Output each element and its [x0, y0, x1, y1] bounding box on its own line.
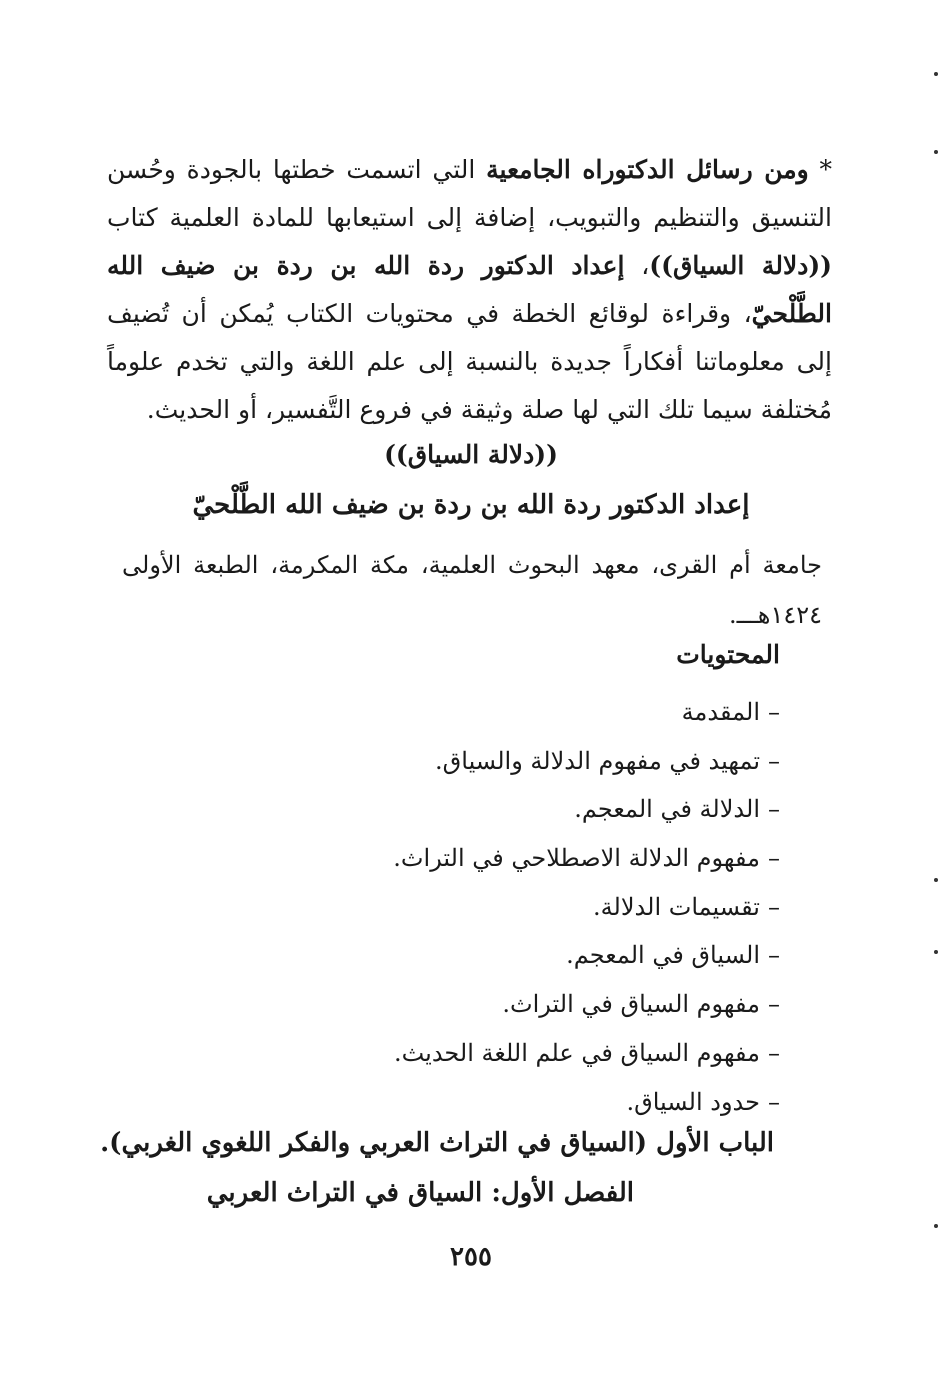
toc-dash: –: [768, 795, 780, 824]
toc-item-label: السياق في المعجم.: [566, 941, 760, 970]
book-title: ((دلالة السياق)): [384, 440, 558, 469]
intro-text-3: ، وقراءة لوقائع الخطة في محتويات الكتاب يُمكن أن تُضيف إلى معلوماتنا أفكاراً جديدة بالنسبة إلى علم اللغة والتي تخدم علوماً مُختلفة سيما تلك التي لها صلة وثيقة في فروع التَّفسير، أو الحديث.: [107, 299, 832, 424]
toc-item: [393, 785, 780, 834]
toc-list: [393, 688, 780, 1126]
toc-item: [393, 688, 780, 737]
toc-item: [393, 834, 780, 883]
toc-item-label: مفهوم السياق في التراث.: [502, 990, 760, 1019]
scan-speck: [934, 878, 938, 882]
toc-dash: –: [768, 990, 780, 1019]
footnote-star: *: [819, 155, 833, 184]
toc-item-label: تقسيمات الدلالة.: [593, 892, 760, 921]
toc-item-label: الدلالة في المعجم.: [574, 795, 760, 824]
book-author: إعداد الدكتور ردة الله بن ردة بن ضيف الله الطَّلْحيّ: [192, 490, 750, 520]
toc-item: [393, 737, 780, 786]
intro-book-author: إعداد الدكتور ردة الله بن ردة بن ضيف الله الطَّلْحيّ: [107, 251, 832, 328]
toc-item-label: المقدمة: [681, 698, 760, 726]
toc-dash: –: [768, 746, 780, 775]
toc-item-label: تمهيد في مفهوم الدلالة والسياق.: [435, 746, 760, 775]
chapter-heading: الفصل الأول: السياق في التراث العربي: [206, 1178, 634, 1208]
part-heading: الباب الأول (السياق في التراث العربي والفكر اللغوي الغربي).: [100, 1128, 774, 1158]
toc-item: [393, 1029, 780, 1078]
toc-dash: –: [768, 1087, 780, 1116]
toc-item-label: مفهوم السياق في علم اللغة الحديث.: [393, 1038, 760, 1067]
toc-item-label: مفهوم الدلالة الاصطلاحي في التراث.: [393, 844, 760, 873]
intro-book-title: ((دلالة السياق)): [649, 251, 832, 280]
scan-speck: [934, 1224, 938, 1228]
toc-item: [393, 980, 780, 1029]
toc-dash: –: [768, 698, 780, 726]
toc-item: [393, 1078, 780, 1127]
toc-item: [393, 931, 780, 980]
scan-speck: [934, 150, 938, 154]
toc-item-label: حدود السياق.: [626, 1087, 760, 1116]
intro-paragraph: [107, 146, 832, 434]
toc-dash: –: [768, 892, 780, 921]
toc-dash: –: [768, 844, 780, 873]
page-number: ٢٥٥: [450, 1242, 492, 1272]
toc-heading: المحتويات: [676, 640, 780, 669]
toc-dash: –: [768, 1038, 780, 1067]
scan-speck: [934, 950, 938, 954]
intro-bold-lead: ومن رسائل الدكتوراه الجامعية: [486, 155, 809, 184]
scan-speck: [934, 72, 938, 76]
publication-info: جامعة أم القرى، معهد البحوث العلمية، مكة المكرمة، الطبعة الأولى ١٤٢٤هـــ.: [122, 551, 822, 629]
toc-dash: –: [768, 941, 780, 970]
toc-item: [393, 883, 780, 932]
intro-text-2: ،: [624, 251, 650, 280]
intro-text-1: التي اتسمت خطتها بالجودة وحُسن التنسيق والتنظيم والتبويب، إضافة إلى استيعابها للمادة العلمية كتاب: [107, 155, 832, 232]
